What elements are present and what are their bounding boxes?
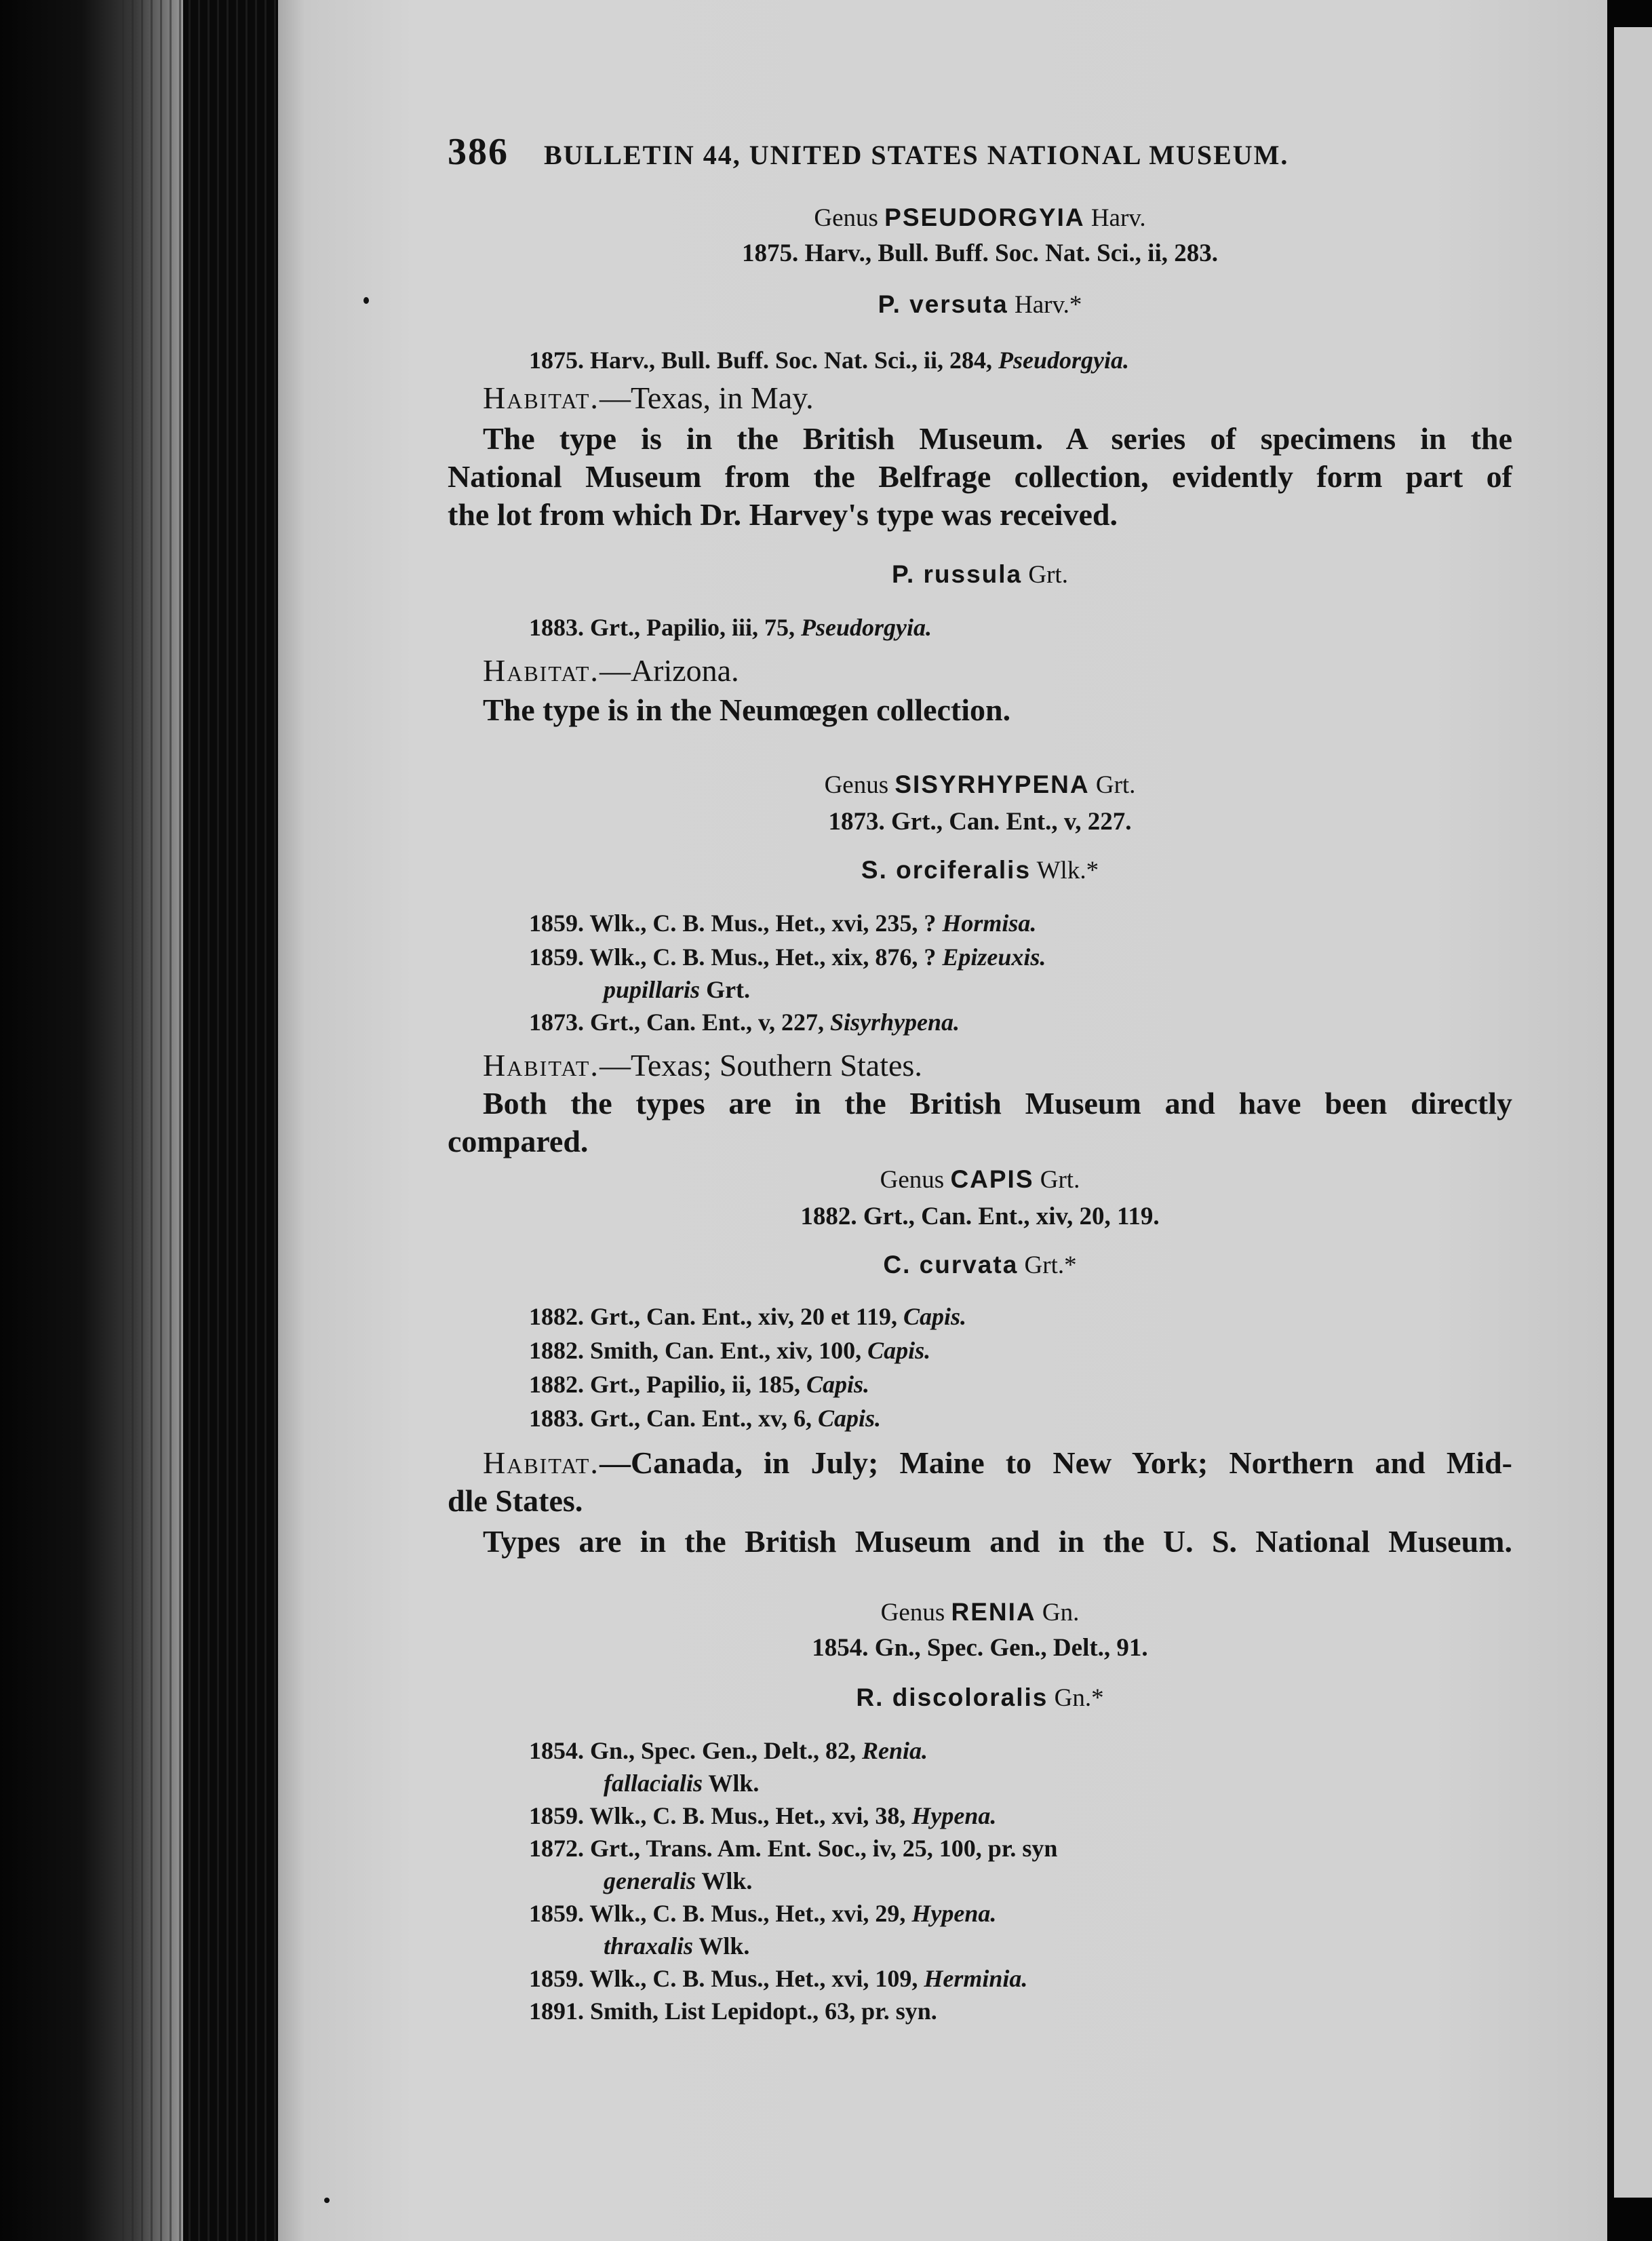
- species-heading-russula: [448, 560, 1512, 589]
- genus-reference: 1854. Gn., Spec. Gen., Delt., 91.: [812, 1634, 1148, 1662]
- synonym-line: [604, 1932, 749, 1960]
- synonym-line: [604, 1867, 752, 1895]
- species-heading-versuta: [448, 290, 1512, 319]
- reference-line: [529, 1736, 928, 1765]
- synonym-author: Grt.: [706, 976, 751, 1003]
- species-author: Grt.*: [1024, 1251, 1077, 1279]
- next-page-edge: [1614, 27, 1652, 2198]
- reference-text: 1859. Wlk., C. B. Mus., Het., xvi, 109,: [529, 1965, 918, 1992]
- reference-line: [529, 346, 1129, 374]
- reference-genus: Capis.: [867, 1337, 931, 1364]
- genus-name: PSEUDORGYIA: [884, 203, 1085, 231]
- reference-text: 1873. Grt., Can. Ent., v, 227,: [529, 1009, 825, 1036]
- species-heading-discoloralis: [448, 1683, 1512, 1713]
- reference-line: 1891. Smith, List Lepidopt., 63, pr. syn.: [529, 1998, 937, 2025]
- genus-author: Harv.: [1090, 204, 1146, 232]
- genus-heading-sisyrhypena: [448, 771, 1512, 800]
- reference-text: 1883. Grt., Papilio, iii, 75,: [529, 614, 795, 641]
- species-heading-curvata: [448, 1251, 1512, 1280]
- synonym-line: [604, 1769, 759, 1797]
- habitat-text: —Canada, in July; Maine to New York; Northern and Mid-: [599, 1445, 1512, 1480]
- scan-speck: [363, 297, 369, 304]
- reference-genus: Hormisa.: [942, 910, 1037, 937]
- reference-text: 1859. Wlk., C. B. Mus., Het., xvi, 235, ?: [529, 910, 937, 937]
- habitat-line-cont: dle States.: [448, 1483, 583, 1518]
- habitat-label: Habitat.: [483, 1445, 599, 1480]
- reference-line: 1872. Grt., Trans. Am. Ent. Soc., iv, 25, 100, pr. syn: [529, 1835, 1058, 1862]
- scan-speck: [324, 2198, 330, 2203]
- synonym-author: Wlk.: [699, 1932, 750, 1960]
- paragraph-line: the lot from which Dr. Harvey's type was received.: [448, 497, 1118, 532]
- reference-line: [529, 1801, 996, 1830]
- genus-prefix: Genus: [824, 771, 889, 799]
- genus-prefix: Genus: [880, 1166, 945, 1194]
- synonym-line: [604, 975, 750, 1004]
- reference-text: 1882. Grt., Papilio, ii, 185,: [529, 1371, 800, 1398]
- genus-prefix: Genus: [880, 1599, 945, 1626]
- reference-genus: Sisyrhypena.: [830, 1009, 960, 1036]
- genus-heading-renia: [448, 1598, 1512, 1627]
- reference-text: 1882. Grt., Can. Ent., xiv, 20 et 119,: [529, 1303, 898, 1330]
- page-edges: [122, 0, 285, 2241]
- habitat-label: Habitat.: [483, 381, 599, 415]
- species-name: P. russula: [892, 560, 1023, 588]
- reference-text: 1859. Wlk., C. B. Mus., Het., xvi, 29,: [529, 1900, 906, 1927]
- synonym-author: Wlk.: [708, 1770, 760, 1797]
- genus-name: CAPIS: [950, 1165, 1034, 1193]
- habitat-line: [483, 380, 814, 416]
- reference-text: 1859. Wlk., C. B. Mus., Het., xvi, 38,: [529, 1802, 906, 1829]
- reference-genus: Herminia.: [924, 1965, 1028, 1992]
- reference-genus: Hypena.: [911, 1900, 997, 1927]
- reference-genus: Capis.: [818, 1405, 882, 1432]
- running-title: BULLETIN 44, UNITED STATES NATIONAL MUSEUM.: [544, 140, 1289, 170]
- species-author: Wlk.*: [1036, 857, 1099, 884]
- reference-text: 1859. Wlk., C. B. Mus., Het., xix, 876, ?: [529, 943, 937, 971]
- habitat-line: [483, 652, 739, 688]
- genus-author: Gn.: [1042, 1599, 1080, 1626]
- species-author: Grt.: [1028, 561, 1068, 589]
- habitat-text: —Texas; Southern States.: [599, 1048, 922, 1083]
- reference-line: [529, 909, 1036, 937]
- genus-heading-capis: [448, 1165, 1512, 1194]
- reference-genus: Pseudorgyia.: [998, 347, 1130, 374]
- reference-line: [529, 613, 932, 642]
- reference-line: [529, 1964, 1027, 1993]
- habitat-label: Habitat.: [483, 1048, 599, 1083]
- reference-text: 1882. Smith, Can. Ent., xiv, 100,: [529, 1337, 862, 1364]
- genus-reference: 1873. Grt., Can. Ent., v, 227.: [828, 808, 1132, 836]
- genus-heading-pseudorgyia: [448, 203, 1512, 233]
- paragraph-line: National Museum from the Belfrage collection, evidently form part of: [448, 459, 1512, 494]
- species-name: R. discoloralis: [856, 1683, 1048, 1711]
- reference-line: [529, 1370, 869, 1399]
- reference-line: [529, 1302, 966, 1331]
- reference-text: 1883. Grt., Can. Ent., xv, 6,: [529, 1405, 812, 1432]
- synonym-name: thraxalis: [604, 1932, 694, 1960]
- species-author: Gn.*: [1054, 1684, 1104, 1712]
- reference-line: [529, 943, 1046, 971]
- species-author: Harv.*: [1015, 291, 1082, 319]
- habitat-label: Habitat.: [483, 653, 599, 688]
- genus-author: Grt.: [1040, 1166, 1080, 1194]
- reference-genus: Pseudorgyia.: [801, 614, 932, 641]
- synonym-name: fallacialis: [604, 1770, 703, 1797]
- genus-name: SISYRHYPENA: [894, 771, 1090, 798]
- habitat-text: —Arizona.: [599, 653, 739, 688]
- synonym-name: pupillaris: [604, 976, 701, 1003]
- paragraph-line: Both the types are in the British Museum and have been directly: [483, 1086, 1512, 1120]
- habitat-line: [483, 1047, 922, 1083]
- reference-genus: Hypena.: [911, 1802, 997, 1829]
- reference-genus: Capis.: [806, 1371, 870, 1398]
- page-number: 386: [448, 131, 509, 173]
- species-name: S. orciferalis: [861, 856, 1031, 884]
- synonym-author: Wlk.: [701, 1867, 753, 1894]
- paragraph-line: compared.: [448, 1124, 589, 1158]
- reference-genus: Renia.: [862, 1737, 928, 1764]
- habitat-text: —Texas, in May.: [599, 381, 814, 415]
- reference-line: [529, 1899, 996, 1928]
- reference-genus: Capis.: [903, 1303, 967, 1330]
- reference-line: [529, 1336, 930, 1365]
- genus-prefix: Genus: [814, 204, 878, 232]
- running-head: [448, 130, 1289, 174]
- species-heading-orciferalis: [448, 856, 1512, 885]
- species-name: P. versuta: [878, 290, 1008, 318]
- synonym-name: generalis: [604, 1867, 696, 1894]
- paragraph-line: The type is in the Neumœgen collection.: [483, 693, 1011, 727]
- reference-line: [529, 1404, 881, 1433]
- reference-text: 1875. Harv., Bull. Buff. Soc. Nat. Sci., ii, 284,: [529, 347, 993, 374]
- paragraph-line: The type is in the British Museum. A series of specimens in the: [483, 421, 1512, 456]
- genus-reference: 1875. Harv., Bull. Buff. Soc. Nat. Sci., ii, 283.: [741, 239, 1218, 267]
- habitat-line: [483, 1445, 1512, 1481]
- reference-text: 1854. Gn., Spec. Gen., Delt., 82,: [529, 1737, 856, 1764]
- reference-line: [529, 1008, 960, 1036]
- genus-name: RENIA: [951, 1598, 1036, 1626]
- genus-reference: 1882. Grt., Can. Ent., xiv, 20, 119.: [800, 1203, 1160, 1230]
- reference-genus: Epizeuxis.: [942, 943, 1046, 971]
- genus-author: Grt.: [1095, 771, 1136, 799]
- species-name: C. curvata: [883, 1251, 1019, 1279]
- paragraph-line: Types are in the British Museum and in the U. S. National Museum.: [483, 1524, 1512, 1559]
